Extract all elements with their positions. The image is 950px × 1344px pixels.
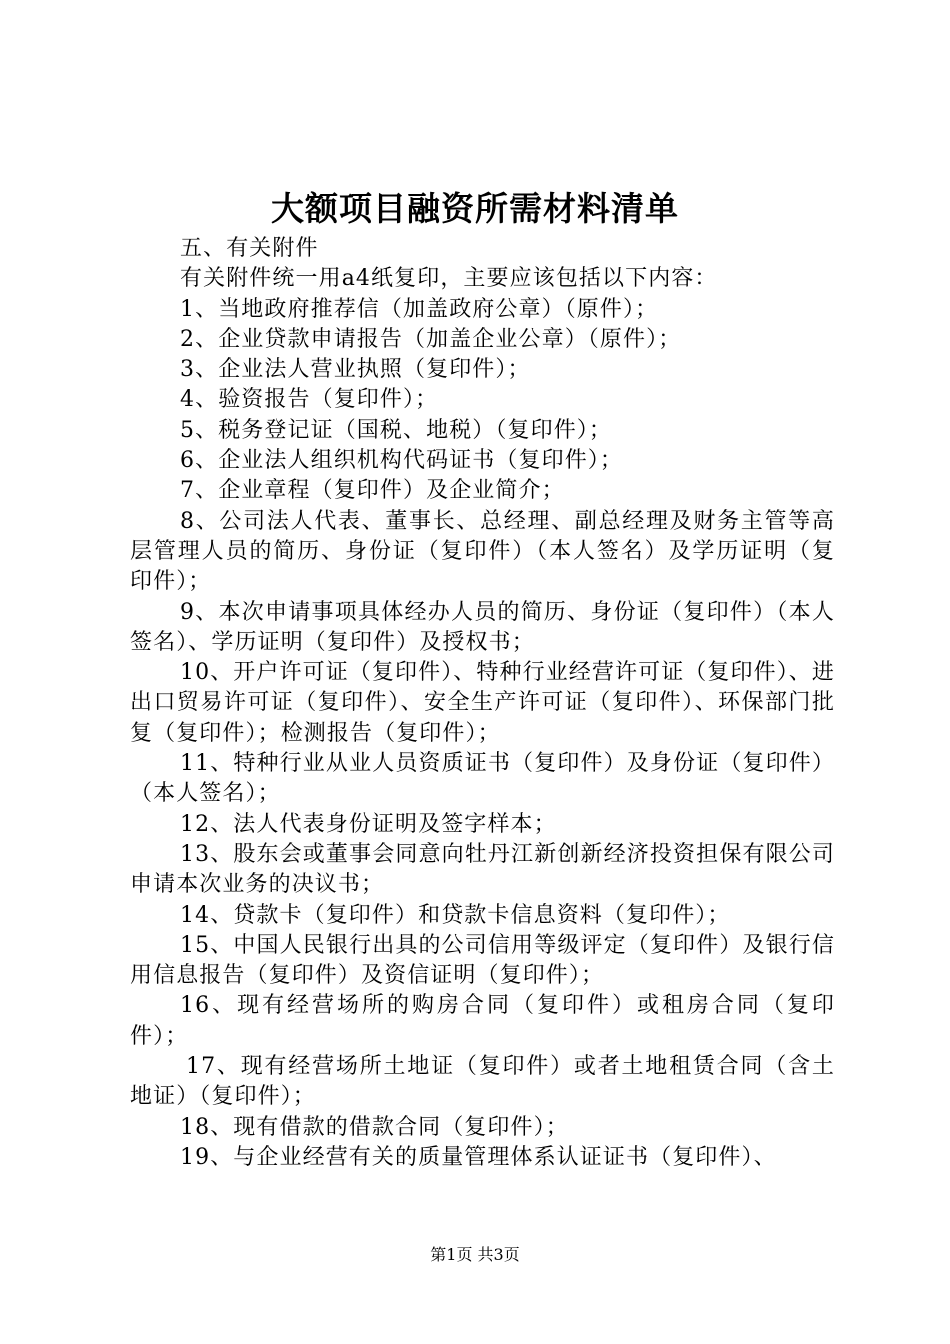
- list-item: 17、现有经营场所土地证（复印件）或者土地租赁合同（含土地证）（复印件）；: [130, 1054, 835, 1110]
- list-item: 15、中国人民银行出具的公司信用等级评定（复印件）及银行信用信息报告（复印件）及资信证明（复印件）；: [130, 932, 835, 989]
- list-item: 18、现有借款的借款合同（复印件）；: [180, 1114, 569, 1140]
- list-item: 5、税务登记证（国税、地税）（复印件）；: [180, 417, 612, 443]
- document-title: 大额项目融资所需材料清单: [271, 189, 679, 228]
- list-item: 14、贷款卡（复印件）和贷款卡信息资料（复印件）；: [180, 902, 731, 928]
- list-item: 2、企业贷款申请报告（加盖企业公章）（原件）；: [180, 326, 682, 352]
- list-item: 4、验资报告（复印件）；: [180, 387, 439, 413]
- list-item: 13、股东会或董事会同意向牡丹江新创新经济投资担保有限公司申请本次业务的决议书；: [130, 841, 835, 898]
- list-item: 9、本次申请事项具体经办人员的简历、身份证（复印件）（本人签名）、学历证明（复印件）及授权书；: [130, 599, 835, 655]
- list-item: 11、特种行业从业人员资质证书（复印件）及身份证（复印件）（本人签名）；: [130, 751, 835, 807]
- list-item: 1、当地政府推荐信（加盖政府公章）（原件）；: [180, 296, 659, 322]
- list-item: 12、法人代表身份证明及签字样本；: [180, 811, 557, 837]
- list-item: 6、企业法人组织机构代码证书（复印件）；: [180, 448, 623, 474]
- list-item: 10、开户许可证（复印件）、特种行业经营许可证（复印件）、进出口贸易许可证（复印件）、安全生产许可证（复印件）、环保部门批复（复印件）；检测报告（复印件）；: [130, 660, 835, 746]
- intro-paragraph: 有关附件统一用a4纸复印，主要应该包括以下内容：: [180, 266, 718, 292]
- list-item: 8、公司法人代表、董事长、总经理、副总经理及财务主管等高层管理人员的简历、身份证（复印件）（本人签名）及学历证明（复印件）；: [130, 508, 835, 595]
- list-item: 7、企业章程（复印件）及企业简介；: [180, 478, 565, 504]
- page-footer: 第1页 共3页: [430, 1245, 520, 1264]
- list-item: 16、现有经营场所的购房合同（复印件）或租房合同（复印件）；: [130, 993, 835, 1049]
- list-item: 3、企业法人营业执照（复印件）；: [180, 357, 531, 383]
- section-heading: 五、有关附件: [180, 236, 319, 261]
- document-body: [130, 234, 835, 1173]
- list-item: 19、与企业经营有关的质量管理体系认证证书（复印件）、: [180, 1144, 777, 1170]
